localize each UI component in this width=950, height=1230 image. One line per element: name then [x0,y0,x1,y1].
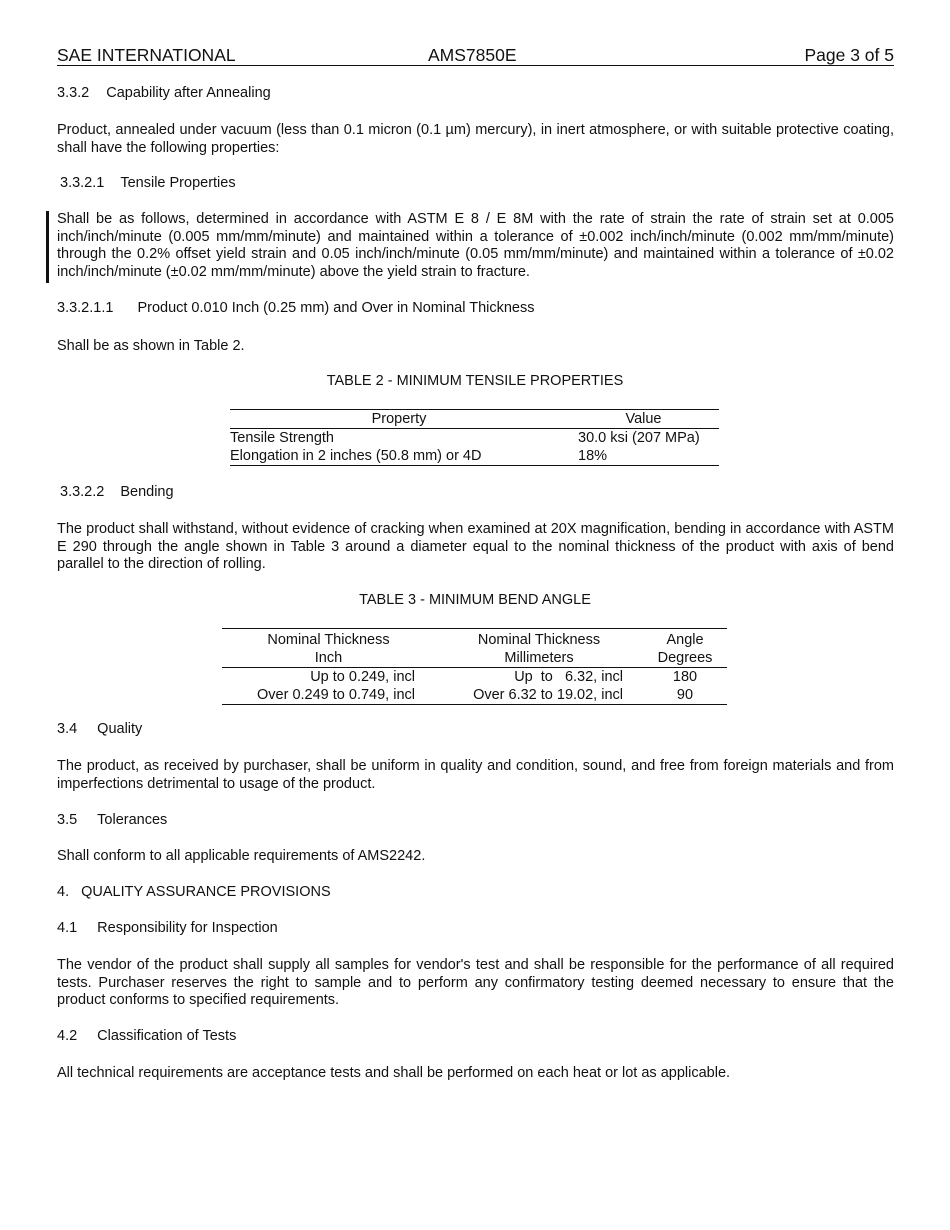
table-cell: 90 [676,687,694,703]
table-header-unit: Degrees [643,649,727,668]
section-title: Capability after Annealing [106,85,271,101]
header-page-number: Page 3 of 5 [804,45,894,65]
section-3-3-2-1-heading [60,175,236,193]
section-title: Quality [97,721,143,737]
section-number: 3.3.2.1 [60,175,105,191]
table-header-unit: Millimeters [435,649,643,668]
table-row [222,686,727,705]
table-cell: Over 0.249 to 0.749, incl [257,687,415,703]
section-3-3-2-2-heading [60,484,174,502]
section-number: 3.4 [57,721,78,737]
section-title: QUALITY ASSURANCE PROVISIONS [81,884,331,900]
table-header-property: Property [230,410,568,429]
section-3-3-2-heading [57,85,271,103]
table-cell: Up to 0.249, incl [310,669,415,685]
table-cell: Up to 6.32, incl [514,669,623,685]
table-row [222,668,727,687]
table-cell: 30.0 ksi (207 MPa) [578,430,700,446]
table-cell: 18% [578,448,608,464]
page-header [57,45,894,66]
section-title: Classification of Tests [97,1028,237,1044]
section-3-3-2-1-1-body: Shall be as shown in Table 2. [57,338,245,354]
section-title: Responsibility for Inspection [97,920,278,936]
section-4-1-heading [57,920,278,938]
section-3-3-2-body: Product, annealed under vacuum (less than 0.1 micron (0.1 µm) mercury), in inert atmosphere, or with suitable protective coating, shall have the following properties: [57,122,894,156]
section-4-heading [57,884,331,902]
table-cell: Tensile Strength [230,430,334,446]
section-number: 3.3.2.2 [60,484,105,500]
table-header-value: Value [568,410,719,429]
section-3-3-2-1-body: Shall be as follows, determined in accordance with ASTM E 8 / E 8M with the rate of strain the rate of strain set at 0.005 inch/inch/minute (0.005 mm/mm/minute) and maintained within a tolerance of ±0.002 inch/inch/minute (0.002 mm/mm/minute) through the 0.2% offset yield strain and 0.05 inch/inch/minute (0.05 mm/mm/minute) and maintained within a tolerance of ±0.02 inch/inch/minute (±0.02 mm/mm/minute) above the yield strain to fracture. [57,211,894,280]
section-3-5-body: Shall conform to all applicable requirements of AMS2242. [57,848,426,864]
table-header-unit: Inch [222,649,435,668]
table-3-caption: TABLE 3 - MINIMUM BEND ANGLE [359,592,591,608]
table-2-caption: TABLE 2 - MINIMUM TENSILE PROPERTIES [326,373,624,389]
table-header-angle: Angle [666,632,704,648]
section-number: 4. [57,884,70,900]
header-org: SAE INTERNATIONAL [57,45,236,65]
section-4-1-body: The vendor of the product shall supply all samples for vendor's test and shall be responsible for the performance of all required tests. Purchaser reserves the right to sample and to perform any confirmatory testing deemed necessary to ensure that the product conforms to specified requirements. [57,957,894,1008]
table-3 [222,628,727,705]
table-cell: Over 6.32 to 19.02, incl [473,687,623,703]
section-4-2-heading [57,1028,236,1046]
table-header-millimeters: Nominal Thickness [477,632,601,648]
section-3-3-2-1-1-heading [57,300,535,318]
section-number: 4.2 [57,1028,78,1044]
section-number: 4.1 [57,920,78,936]
section-3-3-2-2-body: The product shall withstand, without evidence of cracking when examined at 20X magnification, bending in accordance with ASTM E 290 through the angle shown in Table 3 around a diameter equal to the nominal thickness of the product with axis of bend parallel to the direction of rolling. [57,521,894,572]
table-cell: Elongation in 2 inches (50.8 mm) or 4D [230,448,482,464]
revision-change-bar [46,211,49,283]
section-3-5-heading [57,812,167,830]
section-number: 3.5 [57,812,78,828]
section-number: 3.3.2.1.1 [57,300,114,316]
section-title: Product 0.010 Inch (0.25 mm) and Over in Nominal Thickness [137,300,535,316]
section-number: 3.3.2 [57,85,90,101]
table-cell: 180 [672,669,698,685]
section-title: Bending [120,484,174,500]
header-doc-id: AMS7850E [428,45,517,65]
table-row [230,447,719,466]
section-3-4-body: The product, as received by purchaser, shall be uniform in quality and condition, sound, and free from foreign materials and from imperfections detrimental to usage of the product. [57,758,894,792]
table-header-inch: Nominal Thickness [267,632,390,648]
table-row [230,429,719,448]
section-3-4-heading [57,721,142,739]
section-4-2-body: All technical requirements are acceptance tests and shall be performed on each heat or lot as applicable. [57,1065,731,1081]
section-title: Tolerances [97,812,168,828]
table-2 [230,409,719,466]
section-title: Tensile Properties [120,175,236,191]
